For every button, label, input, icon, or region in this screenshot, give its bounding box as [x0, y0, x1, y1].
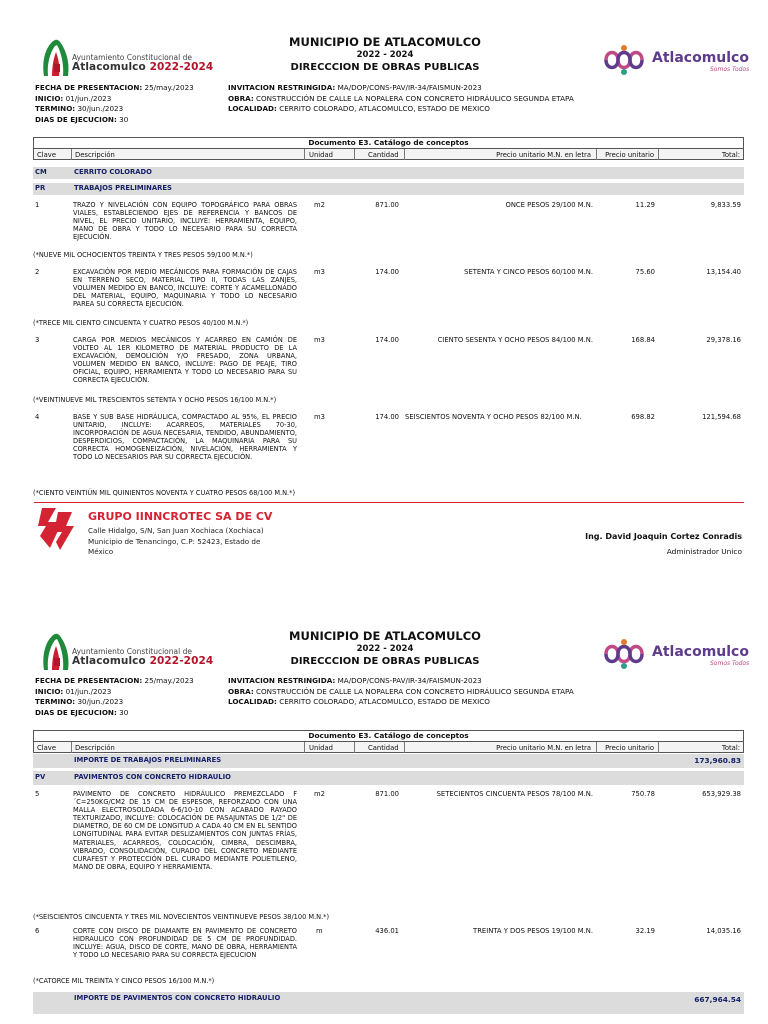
item-descripcion: CORTE CON DISCO DE DIAMANTE EN PAVIMENTO DE CONCRETO HIDRAULICO CON PROFUNDIDAD DE 5 CM DE PROFUNDIDAD. INCLUYE: AGUA, DISCO DE CORTE, MANO DE OBRA, HERRAMIENTA Y TODO LO NECESARIO PARA SU CORRECTA EJECUCION: [73, 927, 297, 960]
table-row-item-6: [33, 927, 744, 985]
band-pr-desc: TRABAJOS PRELIMINARES: [74, 184, 172, 192]
header-center: [210, 629, 560, 668]
item-precio: 75.60: [635, 268, 655, 276]
company-address: [88, 526, 288, 558]
logo-left-years: 2022-2024: [149, 61, 214, 73]
logo-left-name: Atlacomulco: [72, 61, 150, 73]
section-band-pr: [33, 183, 744, 195]
col-cantidad: Cantidad: [368, 151, 399, 159]
header-years: 2022 - 2024: [356, 50, 414, 60]
concept-catalog-table: [33, 137, 744, 497]
doc-title: Documento E3. Catálogo de conceptos: [33, 730, 744, 741]
info-right: [228, 676, 574, 708]
item-descripcion: PAVIMENTO DE CONCRETO HIDRÁULICO PREMEZCLADO F´C=250KG/CM2 DE 15 CM DE ESPESOR, REFORZADO CON UNA MALLA ELECTROSOLDADA 6-6/10-10 CON ACABADO RAYADO TEXTURIZADO, INCLUYE: COLOCACIÓN DE PASAJUNTAS DE 1/2" DE DIAMETRO, DE 60 CM DE LONGITUD A CADA 40 CM EN EL SENTIDO LONGITUDINAL PARA EVITAR DESLIZAMIENTOS CON JUNTAS FRÍAS, MATERIALES, ACARREOS, COLOCACIÓN, CIMBRA, DESCIMBRA, VIBRADO, CONSOLIDACIÓN, CURADO DEL CONCRETO MEDIANTE CURAFEST Y PROTECCIÓN DEL CURADO MEDIANTE POLIETILENO, MANO DE OBRA, EQUIPO Y HERRAMIENTA.: [73, 790, 297, 871]
col-clave: Clave: [37, 744, 57, 752]
logo-right-word: Atlacomulco: [652, 50, 749, 66]
item-total-letra: (*CATORCE MIL TREINTA Y CINCO PESOS 16/100 M.N.*): [33, 977, 215, 985]
item-unidad: m2: [314, 790, 325, 798]
termino-value: 30/jun./2023: [77, 697, 124, 706]
ayuntamiento-logo: [40, 630, 214, 674]
dias-label: DIAS DE EJECUCION:: [35, 707, 117, 717]
logo-right-sub: Somos Todos: [710, 66, 750, 73]
item-unidad: m3: [314, 268, 325, 276]
item-cantidad: 174.00: [375, 268, 399, 276]
company-logo-icon: [38, 506, 74, 550]
band-pv-desc: PAVIMENTOS CON CONCRETO HIDRAULIO: [74, 773, 231, 781]
page-header: [0, 594, 768, 674]
subtotal-pv-row: [33, 992, 744, 1014]
col-descripcion: Descripción: [75, 151, 115, 159]
info-right: [228, 83, 574, 115]
table-row-item-3: [33, 336, 744, 404]
company-name: GRUPO IINNCROTEC SA DE CV: [88, 510, 273, 523]
item-total: 121,594.68: [702, 413, 741, 421]
item-precio: 32.19: [635, 927, 655, 935]
info-left: [35, 676, 194, 718]
page-header: [0, 0, 768, 80]
item-total-letra: (*SEISCIENTOS CINCUENTA Y TRES MIL NOVECIENTOS VEINTINUEVE PESOS 38/100 M.N.*): [33, 913, 330, 921]
item-total-letra: (*CIENTO VEINTIÚN MIL QUINIENTOS NOVENTA Y CUATRO PESOS 68/100 M.N.*): [33, 489, 296, 497]
item-total: 29,378.16: [706, 336, 741, 344]
item-clave: 2: [35, 268, 40, 276]
obra-value: CONSTRUCCIÓN DE CALLE LA NOPALERA CON CONCRETO HIDRÁULICO SEGUNDA ETAPA: [256, 686, 574, 696]
item-total: 653,929.38: [702, 790, 741, 798]
item-descripcion: CARGA POR MEDIOS MECÁNICOS Y ACARREO EN CAMIÓN DE VOLTEO AL 1ER KILOMETRO DE MATERIAL PRODUCTO DE LA EXCAVACIÓN, DEMOLICIÓN Y/O FRESADO, ZONA URBANA, VOLUMEN MEDIDO EN BANCO, INCLUYE: PAGO DE PEAJE, TIRO OFICIAL, EQUIPO, HERRAMIENTA Y TODO LO NECESARIO PARA SU CORRECTA EJECUCIÓN.: [73, 336, 297, 385]
subtotal-prelim-row: [33, 754, 744, 768]
dias-label: DIAS DE EJECUCION:: [35, 114, 117, 124]
item-cantidad: 871.00: [375, 201, 399, 209]
item-cantidad: 174.00: [375, 413, 399, 421]
obra-value: CONSTRUCCIÓN DE CALLE LA NOPALERA CON CONCRETO HIDRÁULICO SEGUNDA ETAPA: [256, 93, 574, 103]
fecha-value: 25/may./2023: [144, 676, 194, 685]
signer-name: Ing. David Joaquin Cortez Conradis: [585, 532, 742, 541]
item-total: 9,833.59: [710, 201, 741, 209]
importe-prelim-label: IMPORTE DE TRABAJOS PRELIMINARES: [74, 756, 222, 764]
fecha-label: FECHA DE PRESENTACION:: [35, 676, 143, 685]
table-row-item-4: [33, 413, 744, 497]
invitacion-value: MA/DOP/CONS-PAV/IR-34/FAISMUN-2023: [337, 83, 482, 92]
atlacomulco-logo: [600, 44, 750, 76]
municipality-title: MUNICIPIO DE ATLACOMULCO: [289, 35, 481, 49]
band-cm-clave: CM: [35, 168, 47, 176]
item-unidad: m: [316, 927, 323, 935]
localidad-value: CERRITO COLORADO, ATLACOMULCO, ESTADO DE MEXICO: [279, 697, 490, 706]
logo-left-line1: Ayuntamiento Constitucional de: [72, 53, 192, 62]
item-total: 13,154.40: [706, 268, 741, 276]
obra-label: OBRA:: [228, 686, 254, 696]
item-descripcion: EXCAVACIÓN POR MEDIO MECÁNICOS PARA FORMACIÓN DE CAJAS EN TERRENO SECO, MATERIAL TIPO II, TODAS LAS ZANJES, VOLUMEN MEDIDO EN BANCO, INCLUYE: CORTE Y ACAMELLONADO DEL MATERIAL, EQUIPO, MAQUINARIA Y TODO LO NECESARIO PAREA SU CORRECTA EJECUCIÓN.: [73, 268, 297, 309]
item-precio-letra: SETECIENTOS CINCUENTA PESOS 78/100 M.N.: [436, 790, 593, 798]
item-cantidad: 871.00: [375, 790, 399, 798]
section-band-cm: [33, 167, 744, 179]
col-precio: Precio unitario: [605, 151, 654, 159]
table-row-item-5: [33, 790, 744, 922]
item-cantidad: 436.01: [375, 927, 399, 935]
importe-pv-label: IMPORTE DE PAVIMENTOS CON CONCRETO HIDRAULIO: [74, 994, 281, 1002]
logo-left-years: 2022-2024: [149, 655, 214, 667]
header-center: [210, 35, 560, 74]
company-address-1: Calle Hidalgo, S/N, San Juan Xochiaca (Xochiaca): [88, 526, 264, 535]
header-years: 2022 - 2024: [356, 644, 414, 654]
invitacion-label: INVITACION RESTRINGIDA:: [228, 676, 336, 685]
atlacomulco-knot-icon: [600, 638, 648, 670]
fecha-label: FECHA DE PRESENTACION:: [35, 83, 143, 92]
band-cm-desc: CERRITO COLORADO: [74, 168, 152, 176]
department-title: DIRECCCION DE OBRAS PUBLICAS: [290, 656, 480, 667]
info-left: [35, 83, 194, 125]
col-total: Total:: [721, 744, 740, 752]
item-unidad: m3: [314, 336, 325, 344]
col-precio: Precio unitario: [605, 744, 654, 752]
doc-title: Documento E3. Catálogo de conceptos: [33, 137, 744, 148]
inicio-value: 01/jun./2023: [65, 686, 112, 696]
municipality-title: MUNICIPIO DE ATLACOMULCO: [289, 629, 481, 643]
item-precio-letra: TREINTA Y DOS PESOS 19/100 M.N.: [473, 927, 593, 935]
section-band-pv: [33, 771, 744, 785]
invitacion-value: MA/DOP/CONS-PAV/IR-34/FAISMUN-2023: [337, 676, 482, 685]
importe-prelim-value: 173,960.83: [694, 756, 741, 765]
item-unidad: m2: [314, 201, 325, 209]
band-pr-clave: PR: [35, 184, 46, 192]
company-address-3: México: [88, 547, 114, 556]
item-precio-letra: ONCE PESOS 29/100 M.N.: [505, 201, 593, 209]
company-address-2: Municipio de Tenancingo, C.P: 52423, Estado de: [88, 536, 261, 546]
localidad-label: LOCALIDAD:: [228, 697, 277, 706]
logo-left-line2: [72, 61, 213, 73]
signer-role: Administrador Unico: [666, 547, 742, 556]
table-header-row: [33, 741, 744, 753]
item-unidad: m3: [314, 413, 325, 421]
department-title: DIRECCCION DE OBRAS PUBLICAS: [290, 62, 480, 73]
item-precio-letra: SEISCIENTOS NOVENTA Y OCHO PESOS 82/100 M.N.: [405, 413, 582, 421]
fecha-value: 25/may./2023: [144, 83, 194, 92]
item-precio: 750.78: [631, 790, 655, 798]
atlacomulco-knot-icon: [600, 44, 648, 76]
obra-label: OBRA:: [228, 93, 254, 103]
ayuntamiento-emblem-icon: [40, 630, 74, 672]
ayuntamiento-logo: [40, 36, 214, 80]
logo-left-line1: Ayuntamiento Constitucional de: [72, 647, 192, 656]
inicio-value: 01/jun./2023: [65, 93, 112, 103]
item-descripcion: TRAZO Y NIVELACIÓN CON EQUIPO TOPOGRÁFICO PARA OBRAS VIALES, ESTABLECIENDO EJES DE REFERENCIA Y BANCOS DE NIVEL, EL PRECIO UNITARIO, INCLUYE: HERRAMIENTA, EQUIPO, MANO DE OBRA Y TODO LO NECESARIO PARA SU CORRECTA EJECUCIÓN.: [73, 201, 297, 242]
item-total-letra: (*TRECE MIL CIENTO CINCUENTA Y CUATRO PESOS 40/100 M.N.*): [33, 319, 249, 327]
logo-right-sub: Somos Todos: [710, 660, 750, 667]
termino-label: TERMINO:: [35, 697, 76, 706]
col-unidad: Unidad: [309, 744, 333, 752]
col-descripcion: Descripción: [75, 744, 115, 752]
table-row-item-1: [33, 201, 744, 259]
dias-value: 30: [119, 114, 129, 124]
item-precio: 168.84: [631, 336, 655, 344]
col-cantidad: Cantidad: [368, 744, 399, 752]
item-precio-letra: SETENTA Y CINCO PESOS 60/100 M.N.: [464, 268, 593, 276]
item-clave: 6: [35, 927, 40, 935]
ayuntamiento-emblem-icon: [40, 36, 74, 78]
localidad-label: LOCALIDAD:: [228, 104, 277, 113]
col-total: Total:: [721, 151, 740, 159]
item-clave: 4: [35, 413, 40, 421]
item-precio: 11.29: [635, 201, 655, 209]
invitacion-label: INVITACION RESTRINGIDA:: [228, 83, 336, 92]
item-total-letra: (*VEINTINUEVE MIL TRESCIENTOS SETENTA Y OCHO PESOS 16/100 M.N.*): [33, 396, 277, 404]
footer-divider: [34, 502, 744, 503]
atlacomulco-logo: [600, 638, 750, 670]
item-precio: 698.82: [631, 413, 655, 421]
importe-pv-value: 667,964.54: [694, 995, 741, 1004]
col-clave: Clave: [37, 151, 57, 159]
localidad-value: CERRITO COLORADO, ATLACOMULCO, ESTADO DE MEXICO: [279, 104, 490, 113]
termino-label: TERMINO:: [35, 104, 76, 113]
item-total: 14,035.16: [706, 927, 741, 935]
inicio-label: INICIO:: [35, 93, 64, 103]
item-descripcion: BASE Y SUB BASE HIDRÁULICA, COMPACTADO AL 95%, EL PRECIO UNITARIO, INCLUYE: ACARREOS, MATERIALES 70-30, INCORPORACIÓN DE AGUA NECESARIA, TENDIDO, ABUNDAMIENTO, DESPERDICIOS, COMPACTACIÓN, LA MAQUINARIA PARA SU CORRECTA HOMOGENEIZACIÓN, NIVELACIÓN, HERRAMIENTA Y TODO LO NECESARIOS PAR SU CORRECTA EJECUCIÓN.: [73, 413, 297, 462]
table-row-item-2: [33, 268, 744, 328]
dias-value: 30: [119, 707, 129, 717]
item-total-letra: (*NUEVE MIL OCHOCIENTOS TREINTA Y TRES PESOS 59/100 M.N.*): [33, 251, 253, 259]
table-header-row: [33, 148, 744, 160]
col-letra: Precio unitario M.N. en letra: [496, 151, 591, 159]
item-precio-letra: CIENTO SESENTA Y OCHO PESOS 84/100 M.N.: [437, 336, 593, 344]
col-unidad: Unidad: [309, 151, 333, 159]
logo-left-name: Atlacomulco: [72, 655, 150, 667]
page-2: [0, 594, 768, 1024]
logo-right-word: Atlacomulco: [652, 644, 749, 660]
item-clave: 3: [35, 336, 40, 344]
item-clave: 1: [35, 201, 40, 209]
item-cantidad: 174.00: [375, 336, 399, 344]
inicio-label: INICIO:: [35, 686, 64, 696]
logo-left-line2: [72, 655, 213, 667]
termino-value: 30/jun./2023: [77, 104, 124, 113]
col-letra: Precio unitario M.N. en letra: [496, 744, 591, 752]
item-clave: 5: [35, 790, 40, 798]
concept-catalog-table: [33, 730, 744, 1004]
band-pv-clave: PV: [35, 773, 46, 781]
